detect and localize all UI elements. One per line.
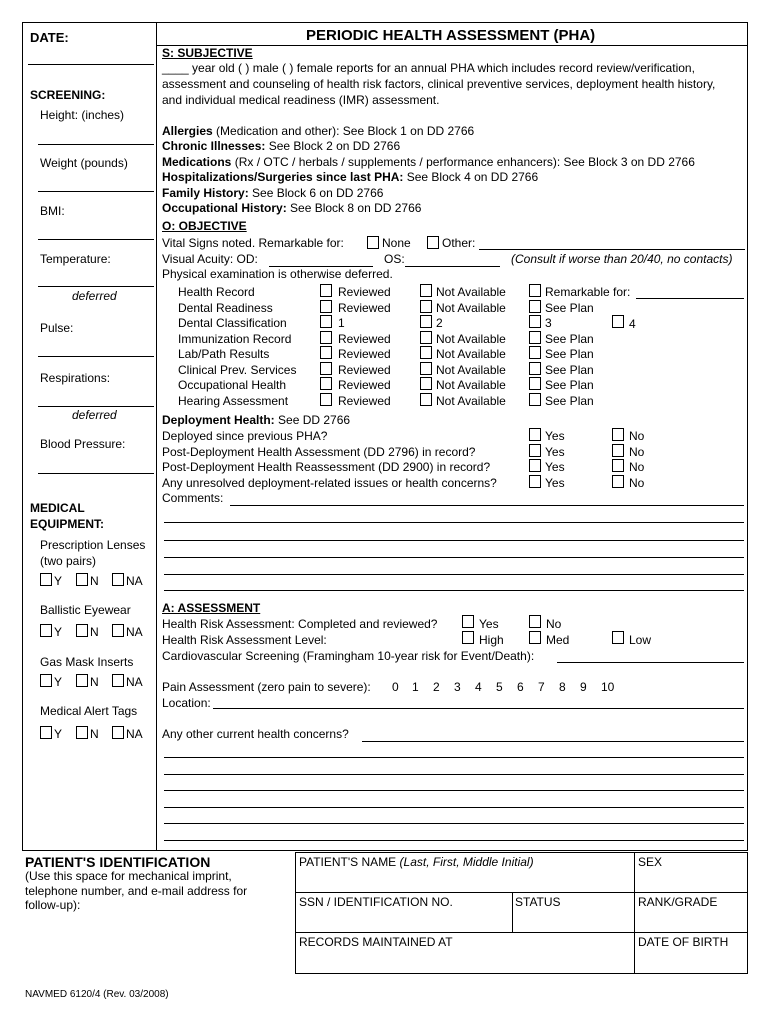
vitals-other-checkbox[interactable] — [427, 236, 439, 249]
page-title: PERIODIC HEALTH ASSESSMENT (PHA) — [306, 27, 596, 44]
patient-name-cell[interactable] — [299, 855, 534, 869]
height-field[interactable] — [38, 144, 154, 145]
hospitalizations-label: Hospitalizations/Surgeries since last PHA: — [162, 170, 404, 184]
respirations-label: Respirations: — [40, 371, 111, 385]
objective-col3-label: See Plan — [545, 347, 594, 361]
pain-label: Pain Assessment (zero pain to severe): — [162, 680, 371, 694]
objective-col2-label: Not Available — [436, 332, 506, 346]
equipment-heading-2: EQUIPMENT: — [30, 517, 105, 531]
objective-col3-label: See Plan — [545, 332, 594, 346]
objective-col1-checkbox[interactable] — [320, 346, 332, 359]
objective-col3-checkbox[interactable] — [529, 331, 541, 344]
objective-row-label: Occupational Health — [178, 378, 287, 392]
objective-col1-label: Reviewed — [338, 347, 391, 361]
allergies-label: Allergies — [162, 124, 213, 138]
gas-mask-n-checkbox[interactable] — [76, 674, 88, 687]
dob-label[interactable]: DATE OF BIRTH — [638, 935, 729, 949]
eyewear-na-checkbox[interactable] — [112, 624, 124, 637]
form-id: NAVMED 6120/4 (Rev. 03/2008) — [25, 989, 169, 1000]
objective-col1-checkbox[interactable] — [320, 362, 332, 375]
vitals-label: Vital Signs noted. Remarkable for: — [162, 236, 344, 250]
physical-exam-note: Physical examination is otherwise deferred. — [162, 267, 393, 281]
deployment-no-checkbox[interactable] — [612, 475, 624, 488]
hra-no-checkbox[interactable] — [529, 615, 541, 628]
pain-scale-value[interactable]: 9 — [580, 680, 587, 694]
cardio-field[interactable] — [557, 662, 744, 663]
deployment-question: Post-Deployment Health Reassessment (DD 2900) in record? — [162, 460, 491, 474]
patient-id-instr-2: telephone number, and e-mail address for — [25, 884, 248, 898]
pain-scale-value[interactable]: 10 — [601, 680, 615, 694]
objective-col2-checkbox[interactable] — [420, 300, 432, 313]
deployment-yes-label: Yes — [545, 429, 565, 443]
chronic-text: See Block 2 on DD 2766 — [265, 139, 401, 153]
comments-field-3[interactable] — [164, 540, 744, 541]
objective-col2-label: 2 — [436, 316, 443, 330]
comments-field-4[interactable] — [164, 557, 744, 558]
objective-col2-label: Not Available — [436, 363, 506, 377]
visual-os-label: OS: — [384, 252, 405, 266]
chronic-line — [162, 139, 400, 153]
occupational-history-text: See Block 8 on DD 2766 — [286, 201, 422, 215]
deployment-question: Post-Deployment Health Assessment (DD 2796) in record? — [162, 445, 476, 459]
hra-yes-checkbox[interactable] — [462, 615, 474, 628]
deployment-yes-label: Yes — [545, 445, 565, 459]
patient-id-col-line-2 — [512, 892, 513, 932]
concerns-field-1[interactable] — [362, 741, 744, 742]
rank-label[interactable]: RANK/GRADE — [638, 895, 718, 909]
pulse-field[interactable] — [38, 356, 154, 357]
deployment-no-label: No — [629, 476, 645, 490]
objective-col2-checkbox[interactable] — [420, 284, 432, 297]
alert-tags-y-checkbox[interactable] — [40, 726, 52, 739]
hra-med-label: Med — [546, 633, 570, 647]
alert-tags-na-label: NA — [126, 727, 143, 741]
objective-col3-label: 3 — [545, 316, 552, 330]
lenses-label: Prescription Lenses — [40, 538, 146, 552]
concerns-field-2[interactable] — [164, 757, 744, 758]
column-divider — [156, 22, 157, 851]
eyewear-n-label: N — [90, 625, 99, 639]
deployment-yes-checkbox[interactable] — [529, 475, 541, 488]
deployment-no-checkbox[interactable] — [612, 444, 624, 457]
deployment-yes-checkbox[interactable] — [529, 459, 541, 472]
alert-tags-n-label: N — [90, 727, 99, 741]
occupational-history-label: Occupational History: — [162, 201, 287, 215]
bmi-label: BMI: — [40, 204, 65, 218]
family-history-text: See Block 6 on DD 2766 — [248, 186, 384, 200]
status-label[interactable]: STATUS — [515, 895, 561, 909]
comments-field-2[interactable] — [164, 522, 744, 523]
patient-name-note: (Last, First, Middle Initial) — [399, 855, 534, 869]
hra-med-checkbox[interactable] — [529, 631, 541, 644]
lenses-label-2: (two pairs) — [40, 554, 97, 568]
deployment-heading — [162, 413, 350, 427]
hospitalizations-line — [162, 170, 538, 184]
gas-mask-y-label: Y — [54, 675, 63, 689]
gas-mask-y-checkbox[interactable] — [40, 674, 52, 687]
lenses-n-checkbox[interactable] — [76, 573, 88, 586]
objective-col3-checkbox[interactable] — [529, 346, 541, 359]
objective-col2-checkbox[interactable] — [420, 377, 432, 390]
subjective-line-2: assessment and counseling of health risk factors, clinical preventive services, deployment health history, — [162, 77, 716, 91]
objective-row-label: Hearing Assessment — [178, 394, 289, 408]
objective-col1-label: Reviewed — [338, 285, 391, 299]
ssn-label[interactable]: SSN / IDENTIFICATION NO. — [299, 895, 453, 909]
hra-high-label: High — [479, 633, 504, 647]
gas-mask-label: Gas Mask Inserts — [40, 655, 134, 669]
objective-col3-checkbox[interactable] — [529, 377, 541, 390]
objective-col2-label: Not Available — [436, 301, 506, 315]
objective-col3-label: Remarkable for: — [545, 285, 631, 299]
lenses-y-checkbox[interactable] — [40, 573, 52, 586]
date-field[interactable] — [28, 64, 154, 65]
lenses-na-label: NA — [126, 574, 143, 588]
concerns-label: Any other current health concerns? — [162, 727, 349, 741]
comments-field-1[interactable] — [230, 505, 744, 506]
objective-row-label: Dental Readiness — [178, 301, 273, 315]
pain-scale-value[interactable]: 3 — [454, 680, 461, 694]
medications-text: (Rx / OTC / herbals / supplements / performance enhancers): See Block 3 on DD 2766 — [231, 155, 695, 169]
objective-row-label: Dental Classification — [178, 316, 287, 330]
subjective-line-3: and individual medical readiness (IMR) assessment. — [162, 93, 440, 107]
cardio-label: Cardiovascular Screening (Framingham 10-year risk for Event/Death): — [162, 649, 535, 663]
eyewear-y-checkbox[interactable] — [40, 624, 52, 637]
visual-acuity-label: Visual Acuity: OD: — [162, 252, 258, 266]
objective-row-label: Clinical Prev. Services — [178, 363, 297, 377]
deployment-heading-label: Deployment Health: — [162, 413, 275, 427]
respirations-deferred: deferred — [72, 408, 117, 422]
temperature-field[interactable] — [38, 286, 154, 287]
comments-field-6[interactable] — [164, 590, 744, 591]
objective-col2-checkbox[interactable] — [420, 315, 432, 328]
allergies-text: (Medication and other): See Block 1 on DD 2766 — [212, 124, 475, 138]
blood-pressure-label: Blood Pressure: — [40, 437, 126, 451]
objective-col1-checkbox[interactable] — [320, 315, 332, 328]
blood-pressure-field[interactable] — [38, 473, 154, 474]
lenses-n-label: N — [90, 574, 99, 588]
gas-mask-n-label: N — [90, 675, 99, 689]
screening-heading: SCREENING: — [30, 88, 106, 102]
objective-col3-checkbox[interactable] — [529, 300, 541, 313]
deployment-yes-checkbox[interactable] — [529, 444, 541, 457]
pain-scale-value[interactable]: 5 — [496, 680, 503, 694]
patient-id-instr-1: (Use this space for mechanical imprint, — [25, 869, 232, 883]
patient-id-col-line-1 — [634, 852, 635, 974]
respirations-field[interactable] — [38, 406, 154, 407]
concerns-field-4[interactable] — [164, 790, 744, 791]
deployment-no-checkbox[interactable] — [612, 459, 624, 472]
allergies-line — [162, 124, 474, 138]
alert-tags-label: Medical Alert Tags — [40, 704, 138, 718]
date-label: DATE: — [30, 30, 69, 45]
pain-scale-value[interactable]: 6 — [517, 680, 524, 694]
gas-mask-na-checkbox[interactable] — [112, 674, 124, 687]
hra-yes-label: Yes — [479, 617, 499, 631]
hra-level-label: Health Risk Assessment Level: — [162, 633, 327, 647]
family-history-line — [162, 186, 383, 200]
concerns-field-7[interactable] — [164, 840, 744, 841]
comments-field-5[interactable] — [164, 574, 744, 575]
objective-col2-checkbox[interactable] — [420, 362, 432, 375]
objective-col2-checkbox[interactable] — [420, 331, 432, 344]
patient-id-row-line-2 — [295, 932, 748, 933]
deployment-no-checkbox[interactable] — [612, 428, 624, 441]
equipment-heading-1: MEDICAL — [30, 501, 85, 515]
hra-high-checkbox[interactable] — [462, 631, 474, 644]
objective-col1-label: Reviewed — [338, 378, 391, 392]
objective-col1-checkbox[interactable] — [320, 393, 332, 406]
patient-id-instr-3: follow-up): — [25, 898, 81, 912]
lenses-na-checkbox[interactable] — [112, 573, 124, 586]
pain-scale-value[interactable]: 7 — [538, 680, 545, 694]
location-field[interactable] — [213, 708, 744, 709]
hra-label: Health Risk Assessment: Completed and reviewed? — [162, 617, 438, 631]
chronic-label: Chronic Illnesses: — [162, 139, 266, 153]
objective-col1-label: 1 — [338, 316, 345, 330]
eyewear-na-label: NA — [126, 625, 143, 639]
objective-col3-label: See Plan — [545, 378, 594, 392]
objective-col3-checkbox[interactable] — [529, 362, 541, 375]
temperature-deferred: deferred — [72, 289, 117, 303]
objective-col1-checkbox[interactable] — [320, 331, 332, 344]
objective-col2-label: Not Available — [436, 347, 506, 361]
objective-col3-label: See Plan — [545, 394, 594, 408]
objective-col3-label: See Plan — [545, 301, 594, 315]
objective-col1-label: Reviewed — [338, 332, 391, 346]
subjective-line-1: ____ year old ( ) male ( ) female reports for an annual PHA which includes record review/verification, — [162, 61, 695, 75]
objective-col1-checkbox[interactable] — [320, 284, 332, 297]
vitals-other-field[interactable] — [479, 249, 745, 250]
pain-scale-value[interactable]: 4 — [475, 680, 482, 694]
hra-low-checkbox[interactable] — [612, 631, 624, 644]
dental-class-4-label: 4 — [629, 317, 636, 331]
alert-tags-y-label: Y — [54, 727, 63, 741]
temperature-label: Temperature: — [40, 252, 111, 266]
pain-scale-value[interactable]: 0 — [392, 680, 399, 694]
deployment-yes-label: Yes — [545, 460, 565, 474]
deployment-yes-checkbox[interactable] — [529, 428, 541, 441]
alert-tags-n-checkbox[interactable] — [76, 726, 88, 739]
deployment-question: Deployed since previous PHA? — [162, 429, 328, 443]
height-label: Height: (inches) — [40, 108, 125, 122]
deployment-no-label: No — [629, 445, 645, 459]
concerns-field-3[interactable] — [164, 774, 744, 775]
concerns-field-5[interactable] — [164, 807, 744, 808]
eyewear-label: Ballistic Eyewear — [40, 603, 131, 617]
bmi-field[interactable] — [38, 239, 154, 240]
objective-heading: O: OBJECTIVE — [162, 219, 247, 233]
objective-row-label: Immunization Record — [178, 332, 292, 346]
vitals-none-label: None — [382, 236, 411, 250]
hospitalizations-text: See Block 4 on DD 2766 — [403, 170, 539, 184]
deployment-no-label: No — [629, 429, 645, 443]
eyewear-n-checkbox[interactable] — [76, 624, 88, 637]
objective-col2-label: Not Available — [436, 285, 506, 299]
subjective-heading: S: SUBJECTIVE — [162, 46, 253, 60]
vitals-none-checkbox[interactable] — [367, 236, 379, 249]
remarkable-for-field[interactable] — [636, 298, 744, 299]
pulse-label: Pulse: — [40, 321, 74, 335]
alert-tags-na-checkbox[interactable] — [112, 726, 124, 739]
deployment-yes-label: Yes — [545, 476, 565, 490]
objective-col1-label: Reviewed — [338, 394, 391, 408]
objective-col3-checkbox[interactable] — [529, 284, 541, 297]
lenses-y-label: Y — [54, 574, 63, 588]
deployment-question: Any unresolved deployment-related issues or health concerns? — [162, 476, 497, 490]
patient-id-title: PATIENT'S IDENTIFICATION — [25, 854, 211, 870]
assessment-heading: A: ASSESSMENT — [162, 601, 261, 615]
patient-id-row-line-1 — [295, 892, 748, 893]
hra-low-label: Low — [629, 633, 652, 647]
consult-note: (Consult if worse than 20/40, no contacts) — [511, 252, 733, 266]
deployment-heading-text: See DD 2766 — [274, 413, 351, 427]
patient-name-label: PATIENT'S NAME — [299, 855, 400, 869]
objective-col2-label: Not Available — [436, 378, 506, 392]
pain-scale-value[interactable]: 1 — [412, 680, 419, 694]
pain-scale-value[interactable]: 8 — [559, 680, 566, 694]
concerns-field-6[interactable] — [164, 823, 744, 824]
eyewear-y-label: Y — [54, 625, 63, 639]
vitals-other-label: Other: — [442, 236, 476, 250]
deployment-no-label: No — [629, 460, 645, 474]
hra-no-label: No — [546, 617, 562, 631]
medications-label: Medications — [162, 155, 232, 169]
objective-col3-label: See Plan — [545, 363, 594, 377]
objective-col1-checkbox[interactable] — [320, 377, 332, 390]
objective-col3-checkbox[interactable] — [529, 393, 541, 406]
objective-row-label: Lab/Path Results — [178, 347, 270, 361]
patient-id-table — [295, 852, 748, 974]
location-label: Location: — [162, 696, 211, 710]
records-label[interactable]: RECORDS MAINTAINED AT — [299, 935, 453, 949]
objective-col1-label: Reviewed — [338, 363, 391, 377]
gas-mask-na-label: NA — [126, 675, 143, 689]
sex-label[interactable]: SEX — [638, 855, 663, 869]
objective-col3-checkbox[interactable] — [529, 315, 541, 328]
medications-line — [162, 155, 695, 169]
family-history-label: Family History: — [162, 186, 249, 200]
weight-label: Weight (pounds) — [40, 156, 128, 170]
objective-col2-checkbox[interactable] — [420, 346, 432, 359]
comments-label: Comments: — [162, 491, 224, 505]
pain-scale-value[interactable]: 2 — [433, 680, 440, 694]
objective-col2-checkbox[interactable] — [420, 393, 432, 406]
objective-row-label: Health Record — [178, 285, 255, 299]
weight-field[interactable] — [38, 191, 154, 192]
objective-col1-checkbox[interactable] — [320, 300, 332, 313]
dental-class-4-checkbox[interactable] — [612, 315, 624, 328]
objective-col2-label: Not Available — [436, 394, 506, 408]
visual-os-field[interactable] — [405, 266, 500, 267]
occupational-history-line — [162, 201, 421, 215]
objective-col1-label: Reviewed — [338, 301, 391, 315]
